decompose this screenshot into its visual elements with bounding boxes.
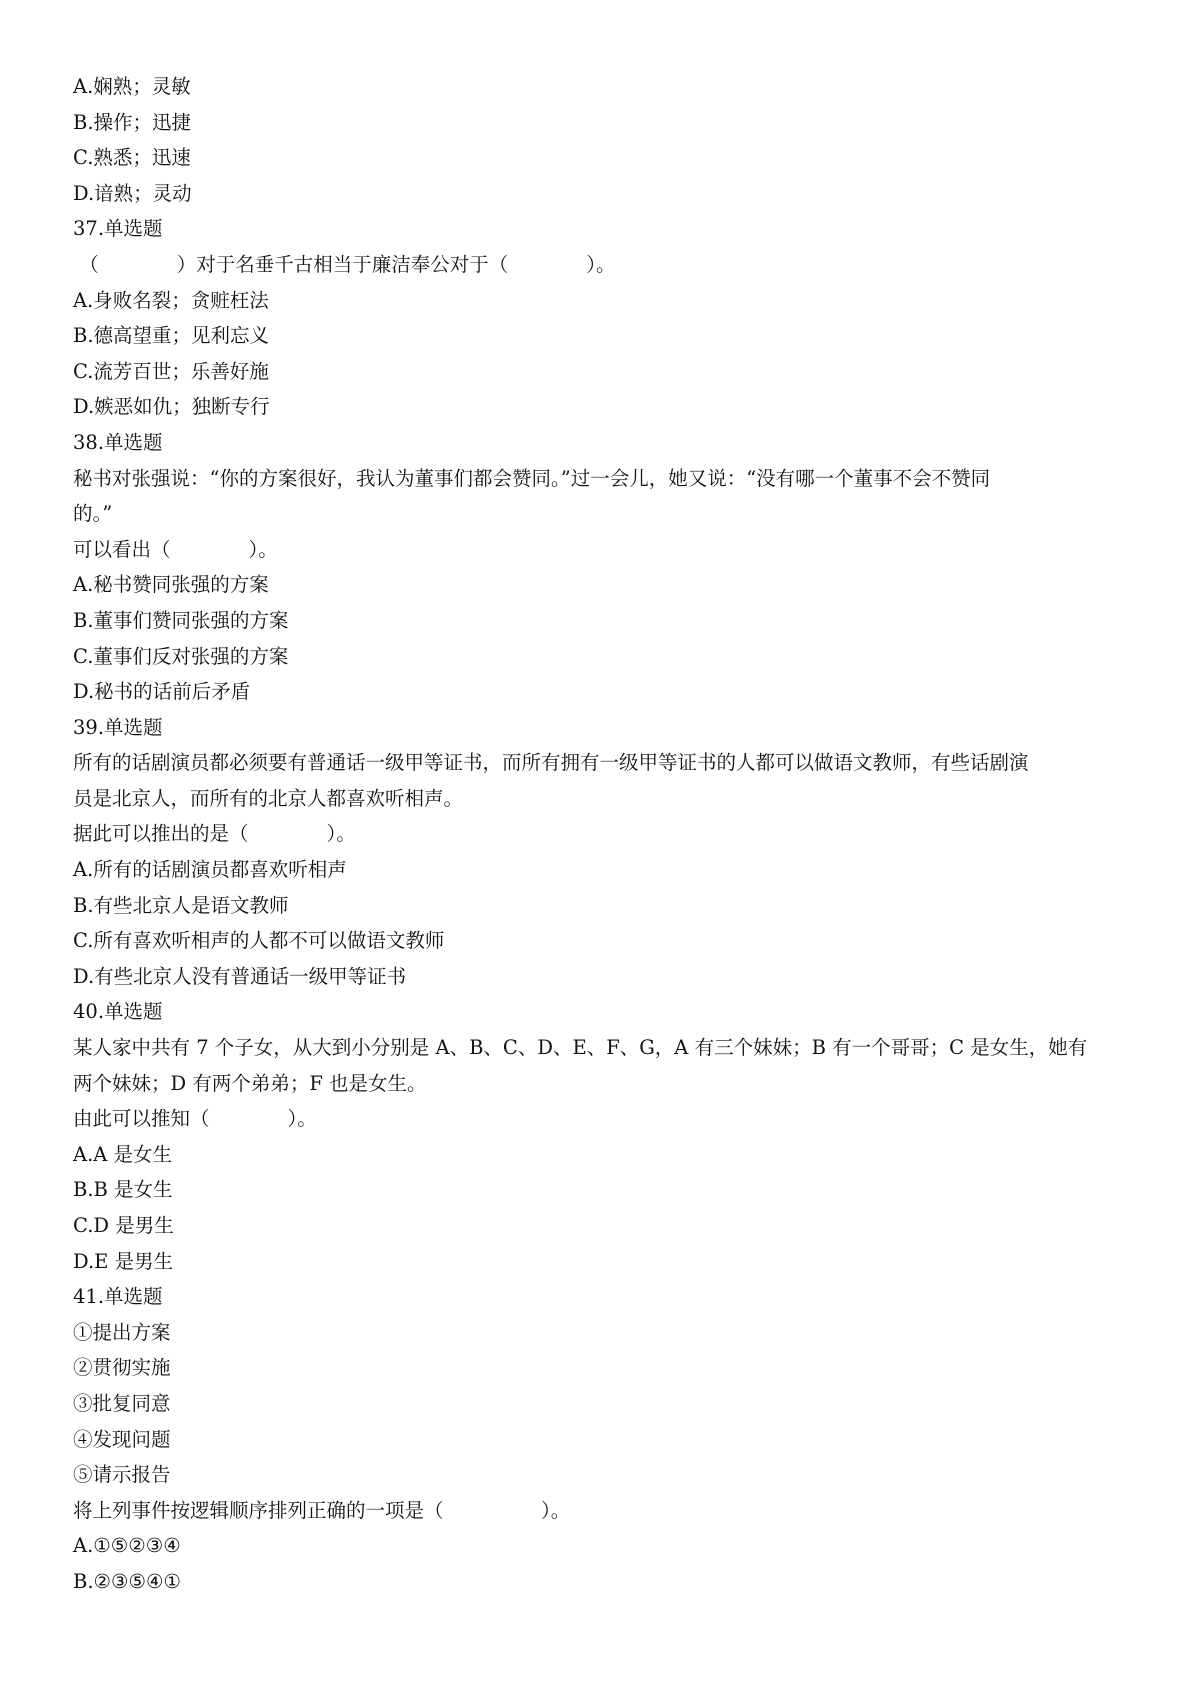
option-37-a: A.身败名裂；贪赃枉法: [73, 288, 269, 312]
question-40-prompt: 由此可以推知（ ）。: [73, 1107, 317, 1131]
question-41-event-3: ③批复同意: [73, 1391, 171, 1415]
option-39-c: C.所有喜欢听相声的人都不可以做语文教师: [73, 929, 445, 953]
option-38-c: C.董事们反对张强的方案: [73, 644, 289, 668]
question-39-stem-line1: 所有的话剧演员都必须要有普通话一级甲等证书，而所有拥有一级甲等证书的人都可以做语文教师，有些话剧演: [73, 751, 1029, 775]
option-36-a: A.娴熟；灵敏: [73, 75, 191, 98]
question-39-stem-line2: 员是北京人，而所有的北京人都喜欢听相声。: [73, 786, 464, 810]
question-41-header: 41.单选题: [73, 1285, 163, 1309]
question-41-event-1: ①提出方案: [73, 1320, 171, 1344]
question-38-stem-line2: 的。”: [73, 502, 113, 526]
question-41-event-4: ④发现问题: [73, 1427, 171, 1451]
question-41-event-5: ⑤请示报告: [73, 1463, 171, 1487]
option-36-d: D.谙熟；灵动: [73, 181, 192, 205]
option-41-a: A.①⑤②③④: [73, 1534, 181, 1558]
option-37-d: D.嫉恶如仇；独断专行: [73, 395, 270, 419]
question-38-header: 38.单选题: [73, 430, 163, 454]
question-40-stem-line1: 某人家中共有 7 个子女，从大到小分别是 A、B、C、D、E、F、G，A 有三个妹妹；B 有一个哥哥；C 是女生，她有: [73, 1036, 1088, 1060]
question-41-event-2: ②贯彻实施: [73, 1356, 171, 1380]
option-36-b: B.操作；迅捷: [73, 110, 192, 134]
question-40-stem-line2: 两个妹妹；D 有两个弟弟；F 也是女生。: [73, 1071, 427, 1095]
option-36-c: C.熟悉；迅速: [73, 146, 191, 170]
option-40-d: D.E 是男生: [73, 1249, 174, 1273]
option-40-c: C.D 是男生: [73, 1214, 174, 1237]
option-41-b: B.②③⑤④①: [73, 1569, 181, 1593]
option-39-d: D.有些北京人没有普通话一级甲等证书: [73, 964, 407, 988]
option-40-a: A.A 是女生: [73, 1142, 173, 1166]
question-37-stem: （ ）对于名垂千古相当于廉洁奉公对于（ ）。: [73, 252, 616, 276]
question-41-prompt: 将上列事件按逻辑顺序排列正确的一项是（ ）。: [73, 1498, 571, 1522]
option-38-b: B.董事们赞同张强的方案: [73, 608, 289, 632]
option-38-a: A.秘书赞同张强的方案: [73, 573, 269, 597]
option-37-b: B.德高望重；见利忘义: [73, 324, 270, 348]
question-39-header: 39.单选题: [73, 715, 163, 739]
option-37-c: C.流芳百世；乐善好施: [73, 359, 269, 383]
question-39-prompt: 据此可以推出的是（ ）。: [73, 822, 356, 846]
option-39-b: B.有些北京人是语文教师: [73, 893, 289, 917]
question-38-prompt: 可以看出（ ）。: [73, 537, 278, 561]
question-38-stem-line1: 秘书对张强说：“你的方案很好，我认为董事们都会赞同。”过一会儿，她又说：“没有哪一个董事不会不赞同: [73, 466, 991, 490]
option-40-b: B.B 是女生: [73, 1178, 173, 1202]
question-40-header: 40.单选题: [73, 1000, 163, 1024]
option-38-d: D.秘书的话前后矛盾: [73, 680, 251, 704]
document-page: [73, 69, 1123, 1600]
option-39-a: A.所有的话剧演员都喜欢听相声: [73, 858, 347, 882]
question-37-header: 37.单选题: [73, 217, 163, 241]
